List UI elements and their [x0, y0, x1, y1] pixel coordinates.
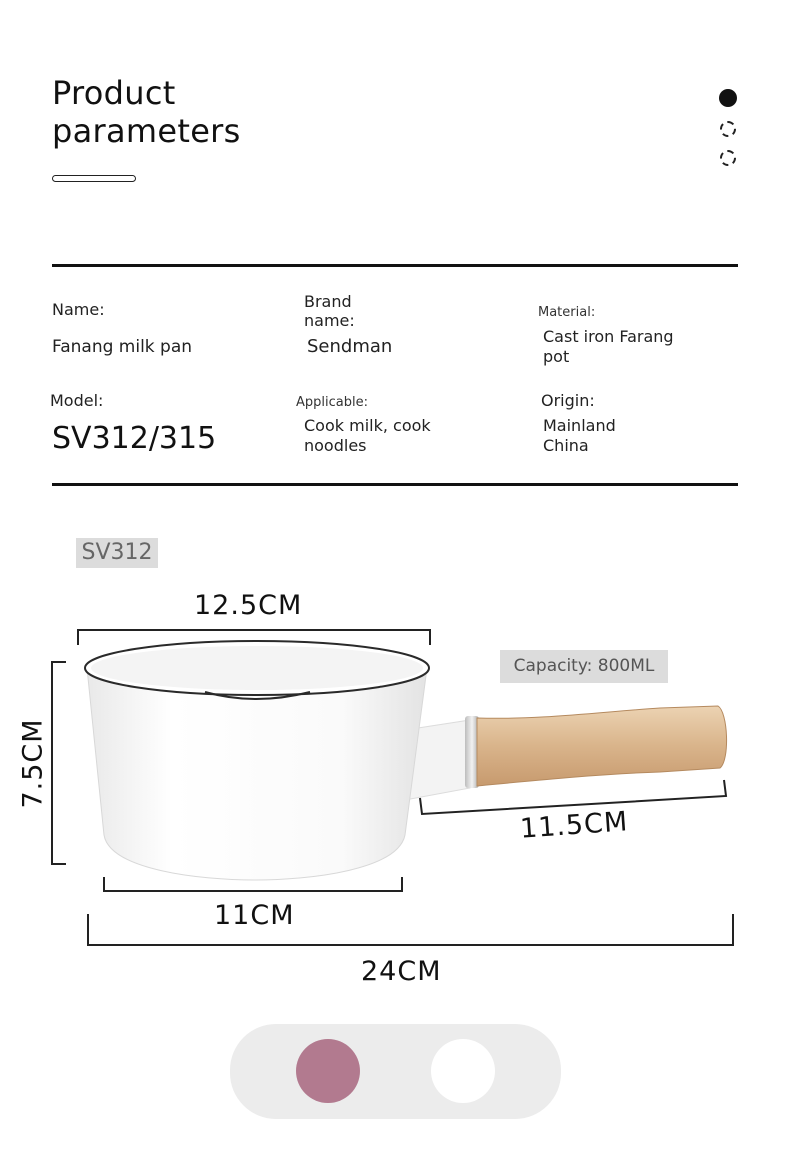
dim-line-total: [88, 914, 733, 945]
material-value-line-2: pot: [543, 347, 570, 366]
origin-label: Origin:: [541, 391, 595, 410]
model-tag: SV312: [76, 538, 158, 568]
applicable-label: Applicable:: [296, 395, 368, 410]
name-value: Fanang milk pan: [52, 337, 193, 357]
brand-value: Sendman: [307, 336, 393, 357]
dim-line-height: [52, 662, 66, 864]
dim-label-bottom: 11CM: [214, 900, 295, 931]
dim-label-height: 7.5CM: [17, 718, 49, 809]
color-swatch-white[interactable]: [431, 1039, 495, 1103]
model-value: SV312/315: [52, 421, 217, 456]
origin-value-line-2: China: [543, 436, 589, 455]
material-label: Material:: [538, 305, 596, 320]
material-value-line-1: Cast iron Farang: [543, 327, 674, 346]
dim-label-top: 12.5CM: [194, 590, 303, 621]
brand-label-line-1: Brand: [304, 292, 352, 311]
name-label: Name:: [52, 300, 105, 319]
dim-label-handle: 11.5CM: [519, 806, 630, 845]
title-line-1: Product: [52, 74, 176, 112]
applicable-value-line-2: noodles: [304, 436, 367, 455]
origin-value-line-1: Mainland: [543, 416, 616, 435]
brand-label-line-2: name:: [304, 311, 355, 330]
dim-label-total: 24CM: [361, 956, 442, 987]
title-line-2: parameters: [52, 112, 241, 150]
wooden-handle: [477, 706, 727, 786]
capacity-tag: Capacity: 800ML: [500, 650, 668, 683]
color-swatch-pink[interactable]: [296, 1039, 360, 1103]
applicable-value-line-1: Cook milk, cook: [304, 416, 431, 435]
color-switcher: [230, 1024, 561, 1119]
pan-interior: [91, 646, 423, 690]
model-label: Model:: [50, 391, 104, 410]
